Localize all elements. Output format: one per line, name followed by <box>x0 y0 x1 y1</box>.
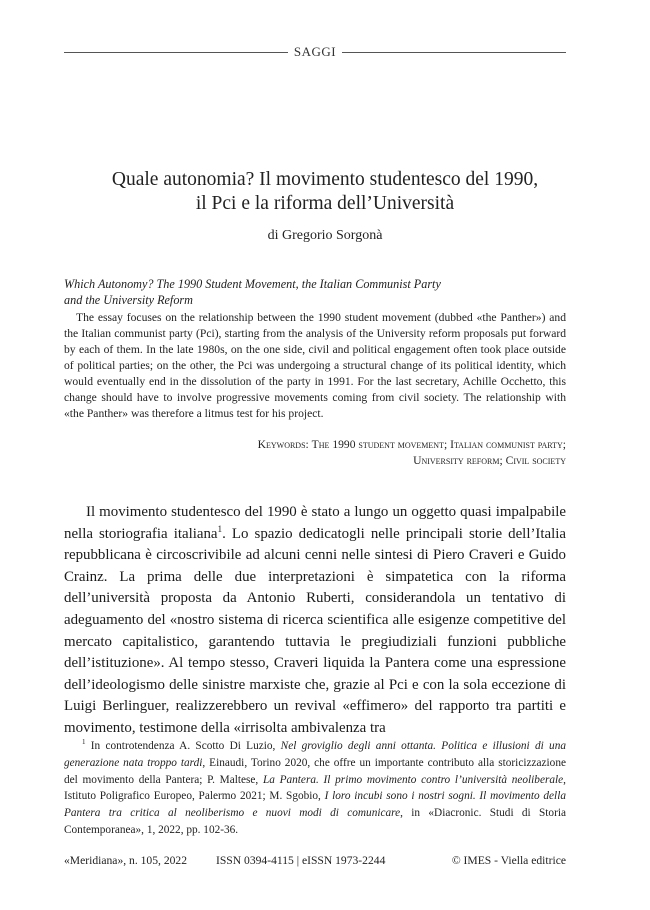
body-paragraph <box>64 502 566 740</box>
footnote-text-4: , in «Diacronic. Studi di Storia Contemporanea», 1, 2022, pp. 102-36. <box>64 807 566 836</box>
journal-citation: «Meridiana», n. 105, 2022 <box>64 854 188 867</box>
title-line-2: il Pci e la riforma dell’Università <box>195 193 455 214</box>
english-title-line-2: and the University Reform <box>64 293 193 307</box>
english-title-line-1: Which Autonomy? The 1990 Student Movement, the Italian Communist Party <box>64 277 441 291</box>
footnote-book-title-2: La Pantera. Il primo movimento contro l’università neoliberale <box>262 773 564 786</box>
english-title <box>64 276 566 308</box>
keywords <box>106 437 566 469</box>
keywords-line-1: The 1990 student movement; Italian communist party; <box>311 438 566 451</box>
footnote <box>64 738 566 839</box>
abstract: The essay focuses on the relationship between the 1990 student movement (dubbed «the Panther») and the Italian communist party (Pci), starting from the analysis of the University reform proposals put forward by each of them. In the late 1980s, on the one side, civil and political engagement often took place outside of political parties; on the other, the Pci was undergoing a structural change of its political identity, which would eventually end in the dissolution of the party in 1991. For the last secretary, Achille Occhetto, this change should have to involve progressive movements coming from civil society. The relationship with «the Panther» was therefore a litmus test for his project. <box>64 311 566 420</box>
header-rule-left <box>64 52 288 53</box>
footnote-number: 1 <box>82 738 86 747</box>
footnote-text-2: , Einaudi, Torino 2020, che offre un importante contributo alla storicizzazione del movimento della Pantera; P. Maltese, <box>64 756 566 786</box>
section-label: SAGGI <box>293 44 337 59</box>
publisher: © IMES - Viella editrice <box>451 854 566 867</box>
footnote-text-3: , Istituto Poligrafico Europeo, Palermo 2021; M. Sgobio, <box>64 773 566 803</box>
article-title <box>64 168 586 216</box>
body-text-part-1: Il movimento studentesco del 1990 è stato a lungo un oggetto quasi impalpabile nella storiografia italiana <box>64 504 566 542</box>
article-author: di Gregorio Sorgonà <box>267 228 383 243</box>
footnote-book-title-1: Nel groviglio degli anni ottanta. Politica e illusioni di una generazione nata troppo tardi <box>64 740 566 769</box>
header-rule-right <box>342 52 566 53</box>
page-footer <box>64 854 566 867</box>
title-line-1: Quale autonomia? Il movimento studentesco del 1990, <box>111 169 539 190</box>
footnote-book-title-3: I loro incubi sono i nostri sogni. Il movimento della Pantera tra critica al neoliberismo e nuovi modi di comunicare <box>64 790 566 820</box>
running-header <box>64 44 566 60</box>
footnote-reference[interactable]: 1 <box>217 523 223 534</box>
keywords-line-2: University reform; Civil society <box>413 454 566 467</box>
issn: ISSN 0394-4115 | eISSN 1973-2244 <box>216 854 386 867</box>
footnote-text-1: In controtendenza A. Scotto Di Luzio, <box>90 740 281 752</box>
keywords-label: Keywords: <box>257 438 309 451</box>
body-text-part-2: . Lo spazio dedicatogli nelle principali storie dell’Italia repubblicana è circoscrivibile ad alcuni cenni nelle sintesi di Piero Craveri e Guido Crainz. La prima delle due interpretazioni è simpatetica con la riforma dell’università proposta da Antonio Ruberti, considerandola un tentativo di adeguamento del «nostro sistema di ricerca scientifica alle esigenze competitive del mercato capitalistico, garantendo tuttavia le pregiudiziali funzioni pubbliche dell’istituzione». Al tempo stesso, Craveri liquida la Pantera come una espressione dell’ideologismo delle sinistre marxiste che, grazie al Pci e con la sola eccezione di Luigi Berlinguer, realizzerebbero un revival «effimero» del rapporto tra partiti e movimento, testimone della «irrisolta ambivalenza tra <box>64 525 567 736</box>
